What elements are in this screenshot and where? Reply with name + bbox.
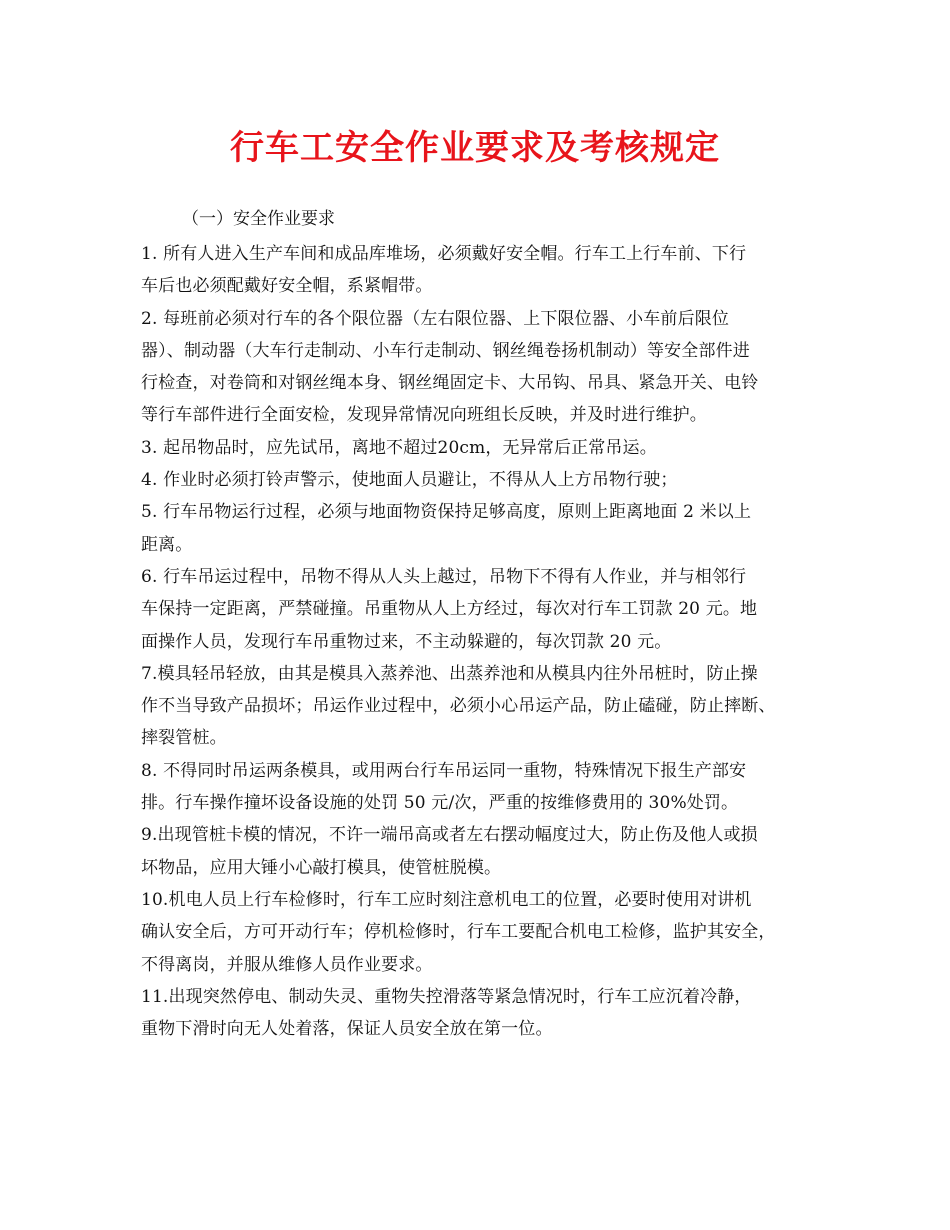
body-text <box>141 238 821 1045</box>
text-line: 面操作人员，发现行车吊重物过来，不主动躲避的，每次罚款 20 元。 <box>141 631 672 652</box>
text-line: 8. 不得同时吊运两条模具，或用两台行车吊运同一重物，特殊情况下报生产部安 <box>141 760 747 781</box>
text-line: 7.模具轻吊轻放，由其是模具入蒸养池、出蒸养池和从模具内往外吊桩时，防止操 <box>141 663 758 684</box>
text-line: 9.出现管桩卡模的情况，不许一端吊高或者左右摆动幅度过大，防止伤及他人或损 <box>141 825 758 846</box>
text-line: 1. 所有人进入生产车间和成品库堆场，必须戴好安全帽。行车工上行车前、下行 <box>141 244 747 264</box>
text-line: 确认安全后，方可开动行车；停机检修时，行车工要配合机电工检修，监护其安全， <box>141 922 776 943</box>
text-line: 6. 行车吊运过程中，吊物不得从人头上越过，吊物下不得有人作业，并与相邻行 <box>141 566 747 587</box>
text-line: 重物下滑时向无人处着落，保证人员安全放在第一位。 <box>141 1019 553 1040</box>
document-title: 行车工安全作业要求及考核规定 <box>230 128 720 168</box>
text-line: 排。行车操作撞坏设备设施的处罚 50 元/次，严重的按维修费用的 30%处罚。 <box>141 793 739 814</box>
text-line: 4. 作业时必须打铃声警示，使地面人员避让，不得从人上方吊物行驶； <box>141 470 678 491</box>
text-line: 距离。 <box>141 534 193 555</box>
text-line: 行检查，对卷筒和对钢丝绳本身、钢丝绳固定卡、大吊钩、吊具、紧急开关、电铃 <box>141 373 759 394</box>
text-line: 5. 行车吊物运行过程，必须与地面物资保持足够高度，原则上距离地面 2 米以上 <box>141 502 752 523</box>
text-line: 3. 起吊物品时，应先试吊，离地不超过20cm，无异常后正常吊运。 <box>141 437 657 458</box>
text-line: 坏物品，应用大锤小心敲打模具，使管桩脱模。 <box>141 857 502 878</box>
text-line: 2. 每班前必须对行车的各个限位器（左右限位器、上下限位器、小车前后限位 <box>141 308 730 329</box>
text-line: 等行车部件进行全面安检，发现异常情况向班组长反映，并及时进行维护。 <box>141 405 707 426</box>
text-line: 车后也必须配戴好安全帽，系紧帽带。 <box>141 276 433 297</box>
text-line: 器）、制动器（大车行走制动、小车行走制动、钢丝绳卷扬机制动）等安全部件进 <box>141 340 750 361</box>
text-line: 不得离岗，并服从维修人员作业要求。 <box>141 954 433 975</box>
text-line: 车保持一定距离，严禁碰撞。吊重物从人上方经过，每次对行车工罚款 20 元。地 <box>141 599 758 620</box>
section-heading: （一）安全作业要求 <box>182 209 335 229</box>
text-line: 11.出现突然停电、制动失灵、重物失控滑落等紧急情况时，行车工应沉着冷静， <box>141 986 752 1007</box>
text-line: 10.机电人员上行车检修时，行车工应时刻注意机电工的位置，必要时使用对讲机 <box>141 889 752 910</box>
text-line: 作不当导致产品损坏；吊运作业过程中，必须小心吊运产品，防止磕碰，防止摔断、 <box>141 696 776 717</box>
text-line: 摔裂管桩。 <box>141 728 227 749</box>
